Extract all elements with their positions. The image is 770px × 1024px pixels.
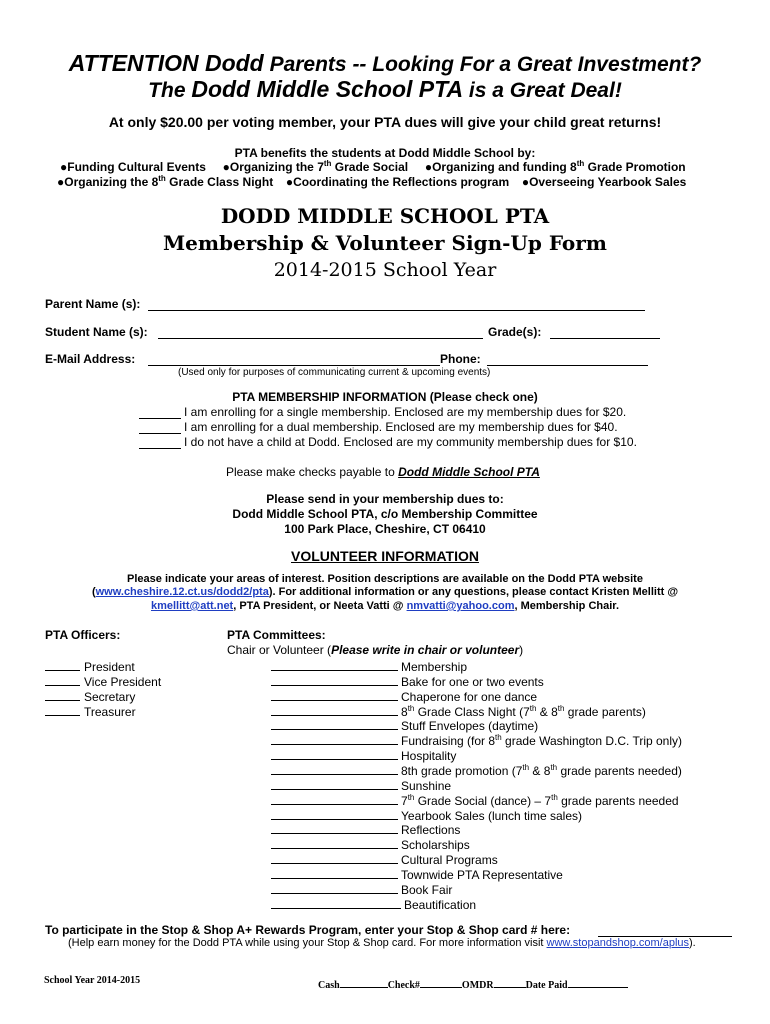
committee-label: Stuff Envelopes (daytime) (401, 719, 539, 734)
header-attention: ATTENTION Dodd (68, 50, 264, 76)
committee-row (271, 836, 470, 852)
officer-checkbox[interactable] (45, 673, 80, 686)
header-school-pta: Dodd Middle School PTA (191, 76, 464, 102)
footer-check-label: Check# (387, 980, 420, 991)
committee-row (271, 762, 682, 778)
volunteer-line-3-end: , Membership Chair. (514, 600, 620, 612)
send-address-1: Dodd Middle School PTA, c/o Membership Committee (232, 507, 538, 521)
stop-shop-help-text: (Help earn money for the Dodd PTA while using your Stop & Shop card. For more information visit (68, 937, 547, 949)
committee-role-field[interactable] (271, 658, 398, 671)
membership-single-option: I am enrolling for a single membership. Enclosed are my membership dues for $20. (184, 405, 627, 419)
footer-cash-label: Cash (318, 980, 340, 991)
form-title-form: Membership & Volunteer Sign-Up Form (163, 231, 607, 255)
officer-label: Treasurer (84, 705, 136, 719)
payable-to: Dodd Middle School PTA (398, 465, 540, 479)
committee-label: Sunshine (401, 778, 452, 793)
officer-row (45, 658, 135, 674)
membership-community-checkbox[interactable] (139, 448, 181, 449)
footer-cash-field[interactable] (340, 975, 388, 988)
committee-row (271, 732, 682, 748)
committee-role-field[interactable] (271, 777, 398, 790)
committees-sub-a: Chair or Volunteer ( (227, 643, 332, 657)
volunteer-line-1: Please indicate your areas of interest. Position descriptions are available on the Dodd PTA website (127, 573, 643, 585)
committee-row (271, 821, 460, 837)
committee-row (271, 658, 467, 674)
volunteer-line-2: (www.cheshire.12.ct.us/dodd2/pta). For additional information or any questions, please contact Kristen Mellitt @ (91, 586, 679, 598)
benefits-intro: PTA benefits the students at Dodd Middle School by: (234, 146, 536, 160)
committee-label: Chaperone for one dance (401, 689, 538, 704)
committee-role-field[interactable] (271, 717, 398, 730)
payable-line (226, 465, 540, 479)
committee-role-field[interactable] (271, 732, 398, 745)
officer-checkbox[interactable] (45, 688, 80, 701)
membership-chair-email-link[interactable]: nmvatti@yahoo.com (406, 600, 515, 612)
stop-shop-line: To participate in the Stop & Shop A+ Rewards Program, enter your Stop & Shop card # here: (45, 923, 571, 937)
footer-date-paid-field[interactable] (568, 975, 628, 988)
committee-label: Hospitality (401, 749, 457, 764)
committee-label: Townwide PTA Representative (401, 867, 563, 882)
header-line2-suffix: is a Great Deal! (463, 79, 622, 102)
committees-heading: PTA Committees: (227, 628, 326, 642)
committee-label: Fundraising (for 8th grade Washington D.C. Trip only) (401, 733, 683, 749)
membership-community-option: I do not have a child at Dodd. Enclosed are my community membership dues for $10. (184, 435, 637, 449)
header-line2-prefix: The (148, 79, 192, 102)
officer-label: Vice President (84, 675, 162, 689)
committee-role-field[interactable] (271, 703, 398, 716)
benefit-funding-cultural: ●Funding Cultural Events (60, 160, 206, 174)
grades-field[interactable] (550, 338, 660, 339)
membership-dual-option: I am enrolling for a dual membership. Enclosed are my membership dues for $40. (184, 420, 618, 434)
officer-row (45, 688, 135, 704)
committee-row (271, 792, 679, 808)
parent-name-field[interactable] (148, 310, 645, 311)
committee-label: 8th Grade Class Night (7th & 8th grade parents) (401, 703, 646, 719)
footer-office-use (318, 975, 628, 991)
email-note: (Used only for purposes of communicating current & upcoming events) (178, 367, 491, 378)
benefit-8th-class-night: ●Organizing the 8th Grade Class Night (57, 174, 274, 189)
officer-row (45, 703, 136, 719)
committee-row (271, 851, 498, 867)
committee-row (271, 896, 476, 912)
footer-school-year: School Year 2014-2015 (44, 975, 141, 986)
officer-checkbox[interactable] (45, 703, 80, 716)
benefit-8th-promotion: ●Organizing and funding 8th Grade Promotion (424, 159, 686, 174)
committee-label: 8th grade promotion (7th & 8th grade parents needed) (401, 762, 682, 778)
committee-role-field[interactable] (271, 851, 398, 864)
committee-row (271, 777, 451, 793)
committee-row (271, 703, 646, 719)
stop-shop-help-end: ). (689, 937, 696, 949)
committee-row (271, 747, 456, 763)
officer-row (45, 673, 161, 689)
parent-name-label: Parent Name (s): (45, 297, 141, 311)
benefit-yearbook: ●Overseeing Yearbook Sales (521, 175, 687, 189)
membership-dual-checkbox[interactable] (139, 433, 181, 434)
committee-row (271, 688, 537, 704)
committee-role-field[interactable] (271, 821, 398, 834)
committee-label: Book Fair (401, 882, 453, 897)
committee-role-field[interactable] (271, 896, 401, 909)
volunteer-line-2-text: ). For additional information or any questions, please contact Kristen Mellitt @ (268, 586, 679, 598)
footer-omdr-label: OMDR (461, 980, 494, 991)
officers-heading: PTA Officers: (45, 628, 121, 642)
committee-role-field[interactable] (271, 836, 398, 849)
stop-shop-help (68, 937, 696, 949)
volunteer-line-3 (0, 600, 770, 612)
committee-role-field[interactable] (271, 747, 398, 760)
phone-field[interactable] (487, 365, 648, 366)
header-line-2 (0, 76, 770, 103)
committee-row (271, 881, 452, 897)
benefit-7th-social: ●Organizing the 7th Grade Social (222, 159, 409, 174)
committees-sub-c: ) (519, 643, 524, 657)
committee-role-field[interactable] (271, 807, 398, 820)
form-title-school: DODD MIDDLE SCHOOL PTA (220, 204, 550, 228)
committee-label: 7th Grade Social (dance) – 7th grade parents needed (401, 792, 679, 808)
committee-label: Membership (401, 660, 468, 674)
payable-prefix: Please make checks payable to (226, 465, 399, 479)
committee-role-field[interactable] (271, 688, 398, 701)
committee-label: Cultural Programs (401, 853, 498, 868)
email-label: E-Mail Address: (45, 352, 136, 366)
committee-role-field[interactable] (271, 762, 398, 775)
form-title-year: 2014-2015 School Year (273, 259, 497, 281)
footer-omdr-field[interactable] (494, 975, 526, 988)
benefit-reflections: ●Coordinating the Reflections program (285, 175, 510, 189)
officer-checkbox[interactable] (45, 658, 80, 671)
student-name-field[interactable] (158, 338, 483, 339)
committee-label: Beautification (404, 897, 477, 912)
committee-role-field[interactable] (271, 792, 398, 805)
phone-label: Phone: (440, 352, 481, 366)
email-field[interactable] (148, 365, 440, 366)
pta-website-link[interactable]: www.cheshire.12.ct.us/dodd2/pta (95, 586, 269, 598)
header-line1-rest: Parents -- Looking For a Great Investment? (263, 53, 702, 76)
committee-role-field[interactable] (271, 673, 398, 686)
send-heading: Please send in your membership dues to: (266, 492, 504, 506)
grades-label: Grade(s): (488, 325, 542, 339)
send-address-2: 100 Park Place, Cheshire, CT 06410 (284, 522, 486, 536)
committee-row (271, 717, 538, 733)
committee-label: Bake for one or two events (401, 674, 544, 689)
committees-sub-b: Please write in chair or volunteer (331, 643, 520, 657)
officer-label: Secretary (84, 690, 136, 704)
committee-row (271, 807, 582, 823)
committee-role-field[interactable] (271, 866, 398, 879)
student-name-label: Student Name (s): (45, 325, 148, 339)
volunteer-heading: VOLUNTEER INFORMATION (291, 548, 479, 564)
membership-heading: PTA MEMBERSHIP INFORMATION (Please check one) (232, 390, 538, 404)
committee-label: Yearbook Sales (lunch time sales) (401, 808, 582, 823)
committee-row (271, 866, 563, 882)
stop-shop-text: To participate in the Stop & Shop A+ Rewards Program, enter your Stop & Shop card # here (45, 923, 567, 937)
stop-shop-link[interactable]: www.stopandshop.com/aplus (546, 937, 689, 949)
membership-single-checkbox[interactable] (139, 418, 181, 419)
footer-check-field[interactable] (420, 975, 462, 988)
benefits-row-2 (57, 175, 686, 189)
volunteer-line-3-text: , PTA President, or Neeta Vatti @ (233, 600, 407, 612)
committee-role-field[interactable] (271, 881, 398, 894)
benefits-row-1 (60, 160, 686, 174)
president-email-link[interactable]: kmellitt@att.net (150, 600, 234, 612)
committee-label: Reflections (401, 823, 461, 838)
officer-label: President (84, 660, 135, 674)
tagline: At only $20.00 per voting member, your PTA dues will give your child great returns! (108, 114, 662, 130)
footer-date-paid-label: Date Paid (525, 980, 568, 991)
header-line-1 (0, 50, 770, 77)
committee-row (271, 673, 544, 689)
committees-subheading (227, 643, 523, 657)
committee-label: Scholarships (401, 838, 470, 853)
